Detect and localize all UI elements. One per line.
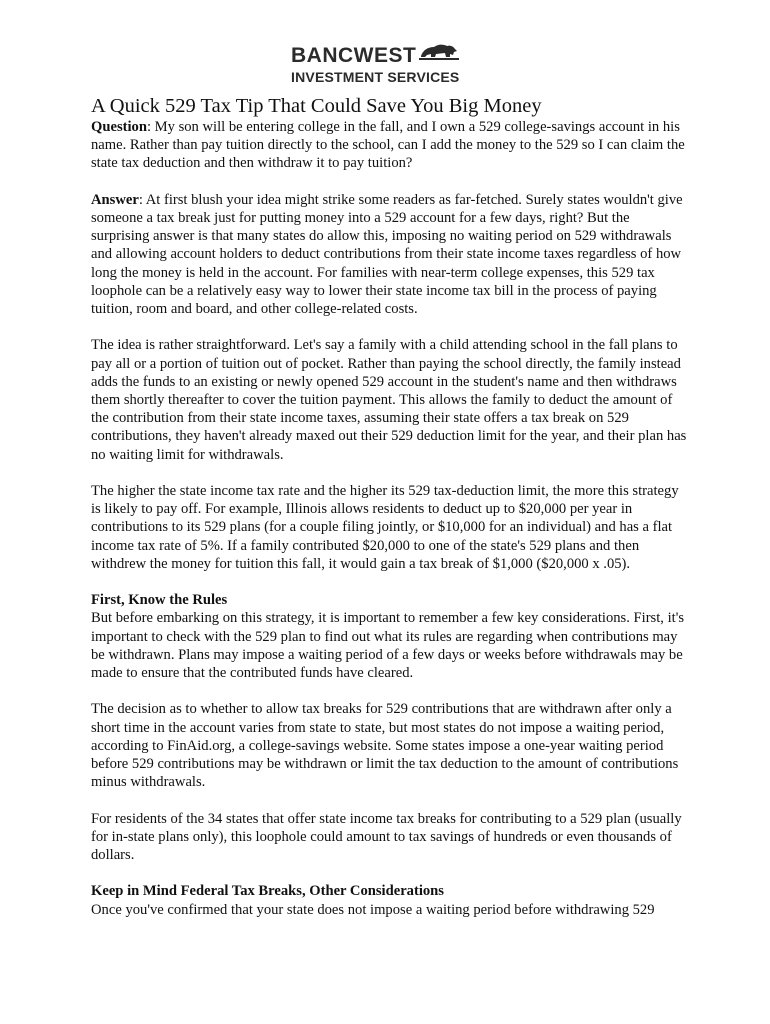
question-paragraph xyxy=(91,118,691,173)
body-paragraph-2: The higher the state income tax rate and the higher its 529 tax-deduction limit, the more this strategy is likely to pay off. For example, Illinois allows residents to deduct up to $20,000 per year in contributions to its 529 plans (for a couple filing jointly, or $10,000 for an individual) and has a flat income tax rate of 5%. If a family contributed $20,000 to one of the state's 529 plans and then withdrew the money for tuition this fall, it would gain a tax break of $1,000 ($20,000 x .05). xyxy=(91,483,679,572)
section-federal xyxy=(91,882,691,918)
body-paragraph-4: The decision as to whether to allow tax breaks for 529 contributions that are withdrawn after only a short time in the account varies from state to state, but most states do not impose a waiting period, according to FinAid.org, a college-savings website. Some states impose a one-year waiting period before 529 contributions may be withdrawn or limit the tax deduction to the amount of contributions minus withdrawals. xyxy=(91,701,679,791)
answer-label: Answer xyxy=(91,191,139,208)
logo-subtitle: INVESTMENT SERVICES xyxy=(291,69,460,85)
document-body xyxy=(91,94,691,919)
page-title: A Quick 529 Tax Tip That Could Save You Big Money xyxy=(91,95,542,117)
answer-paragraph xyxy=(91,191,691,318)
bear-icon xyxy=(419,41,459,66)
question-text: : My son will be entering college in the fall, and I own a 529 college-savings account in his name. Rather than pay tuition directly to the school, can I add the money to the 529 so I can claim the state tax deduction and then withdraw it to pay tuition? xyxy=(91,119,685,172)
body-paragraph-1: The idea is rather straightforward. Let's say a family with a child attending school in the fall plans to pay all or a portion of tuition out of pocket. Rather than paying the school directly, the family instead adds the funds to an existing or newly opened 529 account in the student's name and then withdraws them shortly thereafter to cover the tuition payment. This allows the family to deduct the amount of the contribution from their state income taxes, assuming their state offers a tax break on 529 contributions, they haven't already maxed out their 529 deduction limit for the year, and their plan has no waiting limit for withdrawals. xyxy=(91,337,687,463)
body-paragraph-6: Once you've confirmed that your state does not impose a waiting period before withdrawing 529 xyxy=(91,901,655,918)
section-heading-rules: First, Know the Rules xyxy=(91,592,228,609)
body-paragraph-5: For residents of the 34 states that offer state income tax breaks for contributing to a 529 plan (usually for in-state plans only), this loophole could amount to tax savings of hundreds or even thousands of dollars. xyxy=(91,810,682,864)
bancwest-logo xyxy=(291,42,481,88)
answer-text: : At first blush your idea might strike some readers as far-fetched. Surely states wouldn't give someone a tax break just for putting money into a 529 account for a few days, right? But the surprising answer is that many states do allow this, imposing no waiting period on 529 withdrawals and allowing account holders to deduct contributions from their state income taxes regardless of how long the money is held in the account. For families with near-term college expenses, this 529 tax loophole can be a relatively easy way to lower their state income tax bill in the process of paying tuition, room and board, and other college-related costs. xyxy=(91,191,683,318)
question-label: Question xyxy=(91,119,147,135)
section-rules xyxy=(91,591,691,682)
logo-wordmark: BANCWEST xyxy=(291,44,417,67)
body-paragraph-3: But before embarking on this strategy, it is important to remember a few key considerations. First, it's important to check with the 529 plan to find out what its rules are regarding when contributions may be withdrawn. Plans may impose a waiting period of a few days or weeks before withdrawals may be made to ensure that the contributed funds have cleared. xyxy=(91,610,685,682)
section-heading-federal: Keep in Mind Federal Tax Breaks, Other Considerations xyxy=(91,883,444,900)
